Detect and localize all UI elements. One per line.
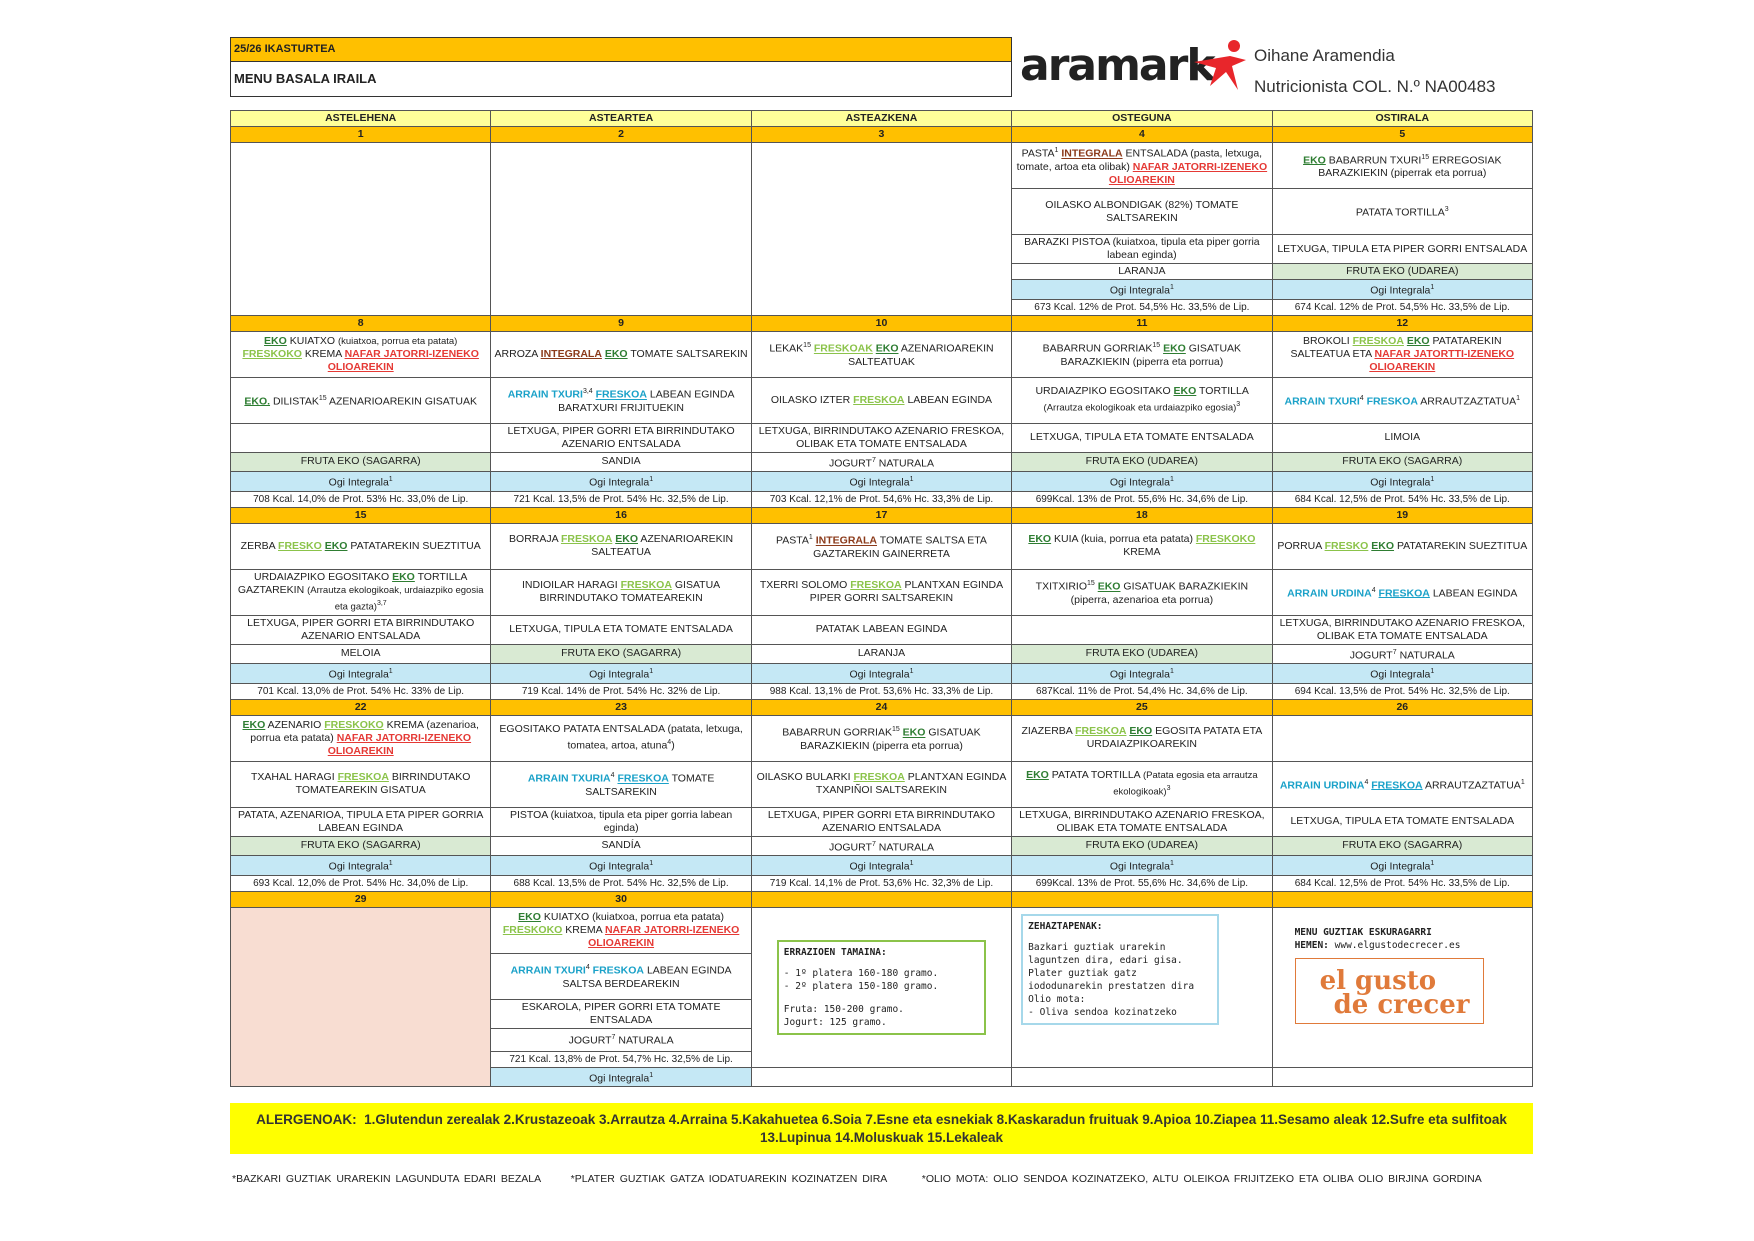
date-cell: 9	[491, 315, 751, 331]
date-cell: 19	[1272, 507, 1532, 523]
dessert-cell: FRUTA EKO (UDAREA)	[1272, 264, 1532, 280]
website-link[interactable]: www.elgustodecrecer.es	[1334, 939, 1461, 951]
logo-wordmark: aramark	[1020, 40, 1214, 91]
bread-cell: Ogi Integrala$^1$	[231, 472, 491, 492]
bread-cell: Ogi Integrala$^1$	[231, 664, 491, 684]
empty-day	[751, 143, 1011, 316]
date-cell: 12	[1272, 315, 1532, 331]
dish-cell: LETXUGA, PIPER GORRI ETA BIRRINDUTAKO AZENARIO ENTSALADA	[491, 423, 751, 452]
dish-cell: ESKAROLA, PIPER GORRI ETA TOMATE ENTSALADA	[491, 999, 751, 1028]
spec-title: ZEHAZTAPENAK:	[1028, 920, 1103, 932]
empty-cell	[751, 1067, 1011, 1087]
dish-cell: TXAHAL HARAGI FRESKOA BIRRINDUTAKO TOMATEAREKIN GISATUA	[231, 761, 491, 807]
kcal-cell: 684 Kcal. 12,5% de Prot. 54% Hc. 33,5% de Lip.	[1272, 875, 1532, 891]
dish-cell: EKO AZENARIO FRESKOKO KREMA (azenarioa, porrua eta patata) NAFAR JATORRI-IZENEKO OLIOAREKIN	[231, 715, 491, 761]
dish-cell: PORRUA FRESKO EKO PATATAREKIN SUEZTITUA	[1272, 523, 1532, 569]
date-cell: 25	[1012, 699, 1272, 715]
dish-cell: BABARRUN GORRIAK$^{15}$ EKO GISATUAK BARAZKIEKIN (piperra eta porrua)	[751, 715, 1011, 761]
portion-title: ERRAZIOEN TAMAINA:	[783, 946, 887, 958]
menu-table	[230, 110, 1533, 1087]
bread-cell: Ogi Integrala$^1$	[1272, 856, 1532, 876]
bread-cell: Ogi Integrala$^1$	[1272, 280, 1532, 300]
day-header: ASTEAZKENA	[751, 111, 1011, 127]
bread-cell: Ogi Integrala$^1$	[1012, 472, 1272, 492]
side-row	[231, 423, 1533, 452]
dessert-cell: JOGURT$^7$ NATURALA	[1272, 644, 1532, 664]
dish-cell: ARROZA INTEGRALA EKO TOMATE SALTSAREKIN	[491, 331, 751, 377]
dish-cell: LETXUGA, TIPULA ETA TOMATE ENTSALADA	[1272, 807, 1532, 836]
dish-cell: PASTA$^1$ INTEGRALA ENTSALADA (pasta, letxuga, tomate, artoa eta olibak) NAFAR JATORRI-IZENEKO OLIOAREKIN	[1012, 143, 1272, 189]
date-cell: 3	[751, 127, 1011, 143]
second-course-row	[231, 761, 1533, 807]
dessert-cell: JOGURT$^7$ NATURALA	[751, 452, 1011, 472]
dessert-row	[231, 452, 1533, 472]
specifications-box	[1021, 914, 1218, 1025]
date-cell: 23	[491, 699, 751, 715]
dessert-cell: FRUTA EKO (UDAREA)	[1012, 452, 1272, 472]
bread-cell: Ogi Integrala$^1$	[1012, 856, 1272, 876]
portion-line: Jogurt: 125 gramo.	[783, 1016, 887, 1028]
dish-cell: BORRAJA FRESKOA EKO AZENARIOAREKIN SALTEATUA	[491, 523, 751, 569]
dessert-cell: FRUTA EKO (UDAREA)	[1012, 836, 1272, 856]
dessert-cell: SANDIA	[491, 452, 751, 472]
first-course-row	[231, 715, 1533, 761]
dish-cell: URDAIAZPIKO EGOSITAKO EKO TORTILLA (Arrautza ekologikoak eta urdaiazpiko egosia)$^3$	[1012, 377, 1272, 423]
aramark-logo	[1020, 38, 1250, 98]
footer-note: *OLIO MOTA: OLIO SENDOA KOZINATZEKO, ALTU OLEIKOA FRIJITZEKO ETA OLIBA OLIO BIRJINA GORDINA	[921, 1173, 1482, 1185]
date-cell: 17	[751, 507, 1011, 523]
empty-day	[491, 143, 751, 316]
bread-cell: Ogi Integrala$^1$	[751, 472, 1011, 492]
side-row	[231, 807, 1533, 836]
star-figure-icon	[1190, 38, 1250, 94]
date-cell: 1	[231, 127, 491, 143]
bread-row	[231, 664, 1533, 684]
bread-cell: Ogi Integrala$^1$	[1012, 664, 1272, 684]
kcal-cell: 988 Kcal. 13,1% de Prot. 53,6% Hc. 33,3% de Lip.	[751, 683, 1011, 699]
logo-text: el gusto	[1319, 965, 1437, 996]
dish-cell: LETXUGA, PIPER GORRI ETA BIRRINDUTAKO AZENARIO ENTSALADA	[231, 615, 491, 644]
website-box	[1290, 922, 1489, 1028]
kcal-cell: 684 Kcal. 12,5% de Prot. 54% Hc. 33,5% de Lip.	[1272, 491, 1532, 507]
date-row	[231, 699, 1533, 715]
bread-cell: Ogi Integrala$^1$	[491, 856, 751, 876]
dish-cell: LEKAK$^{15}$ FRESKOAK EKO AZENARIOAREKIN SALTEATUAK	[751, 331, 1011, 377]
dish-cell: EKO. DILISTAK$^{15}$ AZENARIOAREKIN GISATUAK	[231, 377, 491, 423]
date-cell: 11	[1012, 315, 1272, 331]
bread-cell: Ogi Integrala$^1$	[231, 856, 491, 876]
kcal-cell: 673 Kcal. 12% de Prot. 54,5% Hc. 33,5% de Lip.	[1012, 299, 1272, 315]
date-row	[231, 891, 1533, 907]
date-cell: 18	[1012, 507, 1272, 523]
dish-cell: EGOSITAKO PATATA ENTSALADA (patata, letxuga, tomatea, artoa, atuna$^4$)	[491, 715, 751, 761]
dessert-cell: FRUTA EKO (SAGARRA)	[231, 836, 491, 856]
kcal-cell: 703 Kcal. 12,1% de Prot. 54,6% Hc. 33,3% de Lip.	[751, 491, 1011, 507]
dessert-cell: FRUTA EKO (SAGARRA)	[491, 644, 751, 664]
dish-cell: EKO PATATA TORTILLA (Patata egosia eta arrautza ekologikoak)$^3$	[1012, 761, 1272, 807]
dish-cell: PATATA TORTILLA$^3$	[1272, 189, 1532, 235]
menu-title: MENU BASALA IRAILA	[234, 71, 377, 86]
dessert-cell: LARANJA	[751, 644, 1011, 664]
kcal-row	[231, 683, 1533, 699]
footer-note: *BAZKARI GUZTIAK URAREKIN LAGUNDUTA EDARI BEZALA	[232, 1173, 542, 1185]
dessert-cell: FRUTA EKO (SAGARRA)	[1272, 452, 1532, 472]
dessert-cell: FRUTA EKO (SAGARRA)	[1272, 836, 1532, 856]
bread-cell: Ogi Integrala$^1$	[1272, 472, 1532, 492]
dessert-cell: MELOIA	[231, 644, 491, 664]
date-cell: 26	[1272, 699, 1532, 715]
school-year: 25/26 IKASTURTEA	[231, 38, 1011, 62]
day-header: ASTEARTEA	[491, 111, 751, 127]
dessert-cell: JOGURT$^7$ NATURALA	[491, 1028, 751, 1051]
dish-cell: LETXUGA, BIRRINDUTAKO AZENARIO FRESKOA, OLIBAK ETA TOMATE ENTSALADA	[751, 423, 1011, 452]
date-row	[231, 127, 1533, 143]
website-cell	[1272, 907, 1532, 1067]
dessert-cell: FRUTA EKO (UDAREA)	[1012, 644, 1272, 664]
second-course-row	[231, 569, 1533, 615]
date-cell: 10	[751, 315, 1011, 331]
first-course-row	[231, 907, 1533, 953]
kcal-cell: 694 Kcal. 13,5% de Prot. 54% Hc. 32,5% de Lip.	[1272, 683, 1532, 699]
dish-cell: PATATA, AZENARIOA, TIPULA ETA PIPER GORRIA LABEAN EGINDA	[231, 807, 491, 836]
empty-cell	[1272, 1067, 1532, 1087]
portion-sizes-box	[777, 940, 986, 1035]
kcal-row	[231, 491, 1533, 507]
spec-line: - Oliva sendoa kozinatzeko	[1028, 1006, 1177, 1018]
bread-cell: Ogi Integrala$^1$	[491, 472, 751, 492]
empty-day	[231, 143, 491, 316]
dessert-cell: FRUTA EKO (SAGARRA)	[231, 452, 491, 472]
dessert-cell: LARANJA	[1012, 264, 1272, 280]
bread-cell: Ogi Integrala$^1$	[1012, 280, 1272, 300]
dish-cell: ARRAIN TXURI$^{3,4}$ FRESKOA LABEAN EGINDA BARATXURI FRIJITUEKIN	[491, 377, 751, 423]
dish-cell	[1012, 615, 1272, 644]
dish-cell: ARRAIN URDINA$^4$ FRESKOA LABEAN EGINDA	[1272, 569, 1532, 615]
allergens-label: ALERGENOAK:	[256, 1112, 357, 1127]
date-cell: 2	[491, 127, 751, 143]
portion-line: Fruta: 150-200 gramo.	[783, 1003, 904, 1015]
dessert-row	[231, 836, 1533, 856]
dish-cell: BABARRUN GORRIAK$^{15}$ EKO GISATUAK BARAZKIEKIN (piperra eta porrua)	[1012, 331, 1272, 377]
kcal-cell: 719 Kcal. 14,1% de Prot. 53,6% Hc. 32,3% de Lip.	[751, 875, 1011, 891]
date-cell	[751, 891, 1011, 907]
day-header: OSTEGUNA	[1012, 111, 1272, 127]
empty-cell	[1012, 1067, 1272, 1087]
dish-cell: OILASKO ALBONDIGAK (82%) TOMATE SALTSAREKIN	[1012, 189, 1272, 235]
bread-row	[231, 472, 1533, 492]
dish-cell: ARRAIN TXURIA$^4$ FRESKOA TOMATE SALTSAREKIN	[491, 761, 751, 807]
dish-cell: ARRAIN URDINA$^4$ FRESKOA ARRAUTZAZTATUA$^1$	[1272, 761, 1532, 807]
dish-cell: LETXUGA, TIPULA ETA TOMATE ENTSALADA	[1012, 423, 1272, 452]
dish-cell: LETXUGA, TIPULA ETA TOMATE ENTSALADA	[491, 615, 751, 644]
kcal-cell: 721 Kcal. 13,8% de Prot. 54,7% Hc. 32,5% de Lip.	[491, 1051, 751, 1067]
dish-cell: LETXUGA, PIPER GORRI ETA BIRRINDUTAKO AZENARIO ENTSALADA	[751, 807, 1011, 836]
day-header: ASTELEHENA	[231, 111, 491, 127]
date-cell: 4	[1012, 127, 1272, 143]
footer-note: *PLATER GUZTIAK GATZA IODATUAREKIN KOZINATZEN DIRA	[570, 1173, 888, 1185]
second-course-row	[231, 377, 1533, 423]
dish-cell: TXERRI SOLOMO FRESKOA PLANTXAN EGINDA PIPER GORRI SALTSAREKIN	[751, 569, 1011, 615]
kcal-cell: 688 Kcal. 13,5% de Prot. 54% Hc. 32,5% de Lip.	[491, 875, 751, 891]
dessert-cell: SANDÍA	[491, 836, 751, 856]
dish-cell: EKO BABARRUN TXURI$^{15}$ ERREGOSIAK BARAZKIEKIN (piperrak eta porrua)	[1272, 143, 1532, 189]
kcal-cell: 699Kcal. 13% de Prot. 55,6% Hc. 34,6% de Lip.	[1012, 875, 1272, 891]
footer-notes	[232, 1173, 1482, 1185]
dish-cell: OILASKO BULARKI FRESKOA PLANTXAN EGINDA TXANPIÑOI SALTSAREKIN	[751, 761, 1011, 807]
allergens-banner	[230, 1103, 1533, 1154]
kcal-cell: 693 Kcal. 12,0% de Prot. 54% Hc. 34,0% de Lip.	[231, 875, 491, 891]
bread-cell: Ogi Integrala$^1$	[491, 664, 751, 684]
portion-sizes-cell	[751, 907, 1011, 1067]
date-cell: 29	[231, 891, 491, 907]
web-title: MENU GUZTIAK ESKURAGARRI	[1294, 926, 1432, 938]
dish-cell: ZERBA FRESKO EKO PATATAREKIN SUEZTITUA	[231, 523, 491, 569]
first-course-row	[231, 143, 1533, 189]
date-cell	[1012, 891, 1272, 907]
bread-cell: Ogi Integrala$^1$	[751, 664, 1011, 684]
date-row	[231, 507, 1533, 523]
dish-cell: ARRAIN TXURI$^4$ FRESKOA LABEAN EGINDA SALTSA BERDEAREKIN	[491, 953, 751, 999]
date-cell: 5	[1272, 127, 1532, 143]
date-cell: 22	[231, 699, 491, 715]
nutritionist-info	[1254, 40, 1495, 102]
bread-cell: Ogi Integrala$^1$	[491, 1067, 751, 1087]
dish-cell	[231, 423, 491, 452]
portion-line: - 1º platera 160-180 gramo.	[783, 967, 939, 979]
dish-cell: OILASKO IZTER FRESKOA LABEAN EGINDA	[751, 377, 1011, 423]
dish-cell: PATATAK LABEAN EGINDA	[751, 615, 1011, 644]
dish-cell: PASTA$^1$ INTEGRALA TOMATE SALTSA ETA GAZTAREKIN GAINERRETA	[751, 523, 1011, 569]
dish-cell: EKO KUIATXO (kuiatxoa, porrua eta patata) FRESKOKO KREMA NAFAR JATORRI-IZENEKO OLIOAREKIN	[491, 907, 751, 953]
dish-cell: LIMOIA	[1272, 423, 1532, 452]
kcal-row	[231, 875, 1533, 891]
spec-line: Bazkari guztiak urarekin laguntzen dira, edari gisa.	[1028, 941, 1183, 966]
dish-cell	[1272, 715, 1532, 761]
date-cell: 8	[231, 315, 491, 331]
spec-line: Olio mota:	[1028, 993, 1086, 1005]
kcal-cell: 708 Kcal. 14,0% de Prot. 53% Hc. 33,0% de Lip.	[231, 491, 491, 507]
header-box	[230, 37, 1012, 97]
kcal-cell: 721 Kcal. 13,5% de Prot. 54% Hc. 32,5% de Lip.	[491, 491, 751, 507]
dessert-row	[231, 644, 1533, 664]
date-cell: 16	[491, 507, 751, 523]
portion-line: - 2º platera 150-180 gramo.	[783, 980, 939, 992]
kcal-cell: 719 Kcal. 14% de Prot. 54% Hc. 32% de Lip.	[491, 683, 751, 699]
weekday-header-row	[231, 111, 1533, 127]
dish-cell: INDIOILAR HARAGI FRESKOA GISATUA BIRRINDUTAKO TOMATEAREKIN	[491, 569, 751, 615]
day-header: OSTIRALA	[1272, 111, 1532, 127]
first-course-row	[231, 523, 1533, 569]
holiday-cell	[231, 907, 491, 1087]
kcal-cell: 699Kcal. 13% de Prot. 55,6% Hc. 34,6% de Lip.	[1012, 491, 1272, 507]
bread-cell: Ogi Integrala$^1$	[751, 856, 1011, 876]
dish-cell: TXITXIRIO$^{15}$ EKO GISATUAK BARAZKIEKIN (piperra, azenarioa eta porrua)	[1012, 569, 1272, 615]
bread-row	[231, 856, 1533, 876]
nutritionist-id: Nutricionista COL. N.º NA00483	[1254, 77, 1496, 96]
dish-cell: ARRAIN TXURI$^4$ FRESKOA ARRAUTZAZTATUA$^1$	[1272, 377, 1532, 423]
spec-line: Plater guztiak gatz iododunarekin prestatzen dira	[1028, 967, 1195, 992]
side-row	[231, 615, 1533, 644]
logo-text: de crecer	[1333, 989, 1470, 1020]
allergens-list: 1.Glutendun zerealak 2.Krustazeoak 3.Arrautza 4.Arraina 5.Kakahuetea 6.Soia 7.Esne eta esnekiak 8.Kaskaradun fruituak 9.Apioa 10.Ziapea 11.Sesamo aleak 12.Sufre eta sulfitoak 13.Lupinua 14.Moluskuak 15.Lekaleak	[364, 1112, 1507, 1145]
date-cell: 24	[751, 699, 1011, 715]
kcal-cell: 701 Kcal. 13,0% de Prot. 54% Hc. 33% de Lip.	[231, 683, 491, 699]
dish-cell: LETXUGA, BIRRINDUTAKO AZENARIO FRESKOA, OLIBAK ETA TOMATE ENTSALADA	[1272, 615, 1532, 644]
kcal-cell: 687Kcal. 11% de Prot. 54,4% Hc. 34,6% de Lip.	[1012, 683, 1272, 699]
specifications-cell	[1012, 907, 1272, 1067]
dish-cell: LETXUGA, BIRRINDUTAKO AZENARIO FRESKOA, OLIBAK ETA TOMATE ENTSALADA	[1012, 807, 1272, 836]
date-cell	[1272, 891, 1532, 907]
dish-cell: BARAZKI PISTOA (kuiatxoa, tipula eta piper gorria labean eginda)	[1012, 235, 1272, 264]
dish-cell: LETXUGA, TIPULA ETA PIPER GORRI ENTSALADA	[1272, 235, 1532, 264]
bread-cell: Ogi Integrala$^1$	[1272, 664, 1532, 684]
date-cell: 30	[491, 891, 751, 907]
date-row	[231, 315, 1533, 331]
first-course-row	[231, 331, 1533, 377]
web-line: HEMEN: www.elgustodecrecer.es	[1294, 939, 1461, 951]
dish-cell: PISTOA (kuiatxoa, tipula eta piper gorria labean eginda)	[491, 807, 751, 836]
dish-cell: EKO KUIA (kuia, porrua eta patata) FRESKOKO KREMA	[1012, 523, 1272, 569]
dish-cell: EKO KUIATXO (kuiatxoa, porrua eta patata) FRESKOKO KREMA NAFAR JATORRI-IZENEKO OLIOAREKIN	[231, 331, 491, 377]
dish-cell: BROKOLI FRESKOA EKO PATATAREKIN SALTEATUA ETA NAFAR JATORTTI-IZENEKO OLIOAREKIN	[1272, 331, 1532, 377]
dessert-cell: JOGURT$^7$ NATURALA	[751, 836, 1011, 856]
dish-cell: ZIAZERBA FRESKOA EKO EGOSITA PATATA ETA URDAIAZPIKOAREKIN	[1012, 715, 1272, 761]
dish-cell: URDAIAZPIKO EGOSITAKO EKO TORTILLA GAZTAREKIN (Arrautza ekologikoak, urdaiazpiko egosia eta gazta)$^{3,7}$	[231, 569, 491, 615]
nutritionist-name: Oihane Aramendia	[1254, 46, 1395, 65]
el-gusto-logo	[1295, 958, 1484, 1024]
kcal-cell: 674 Kcal. 12% de Prot. 54,5% Hc. 33,5% de Lip.	[1272, 299, 1532, 315]
date-cell: 15	[231, 507, 491, 523]
